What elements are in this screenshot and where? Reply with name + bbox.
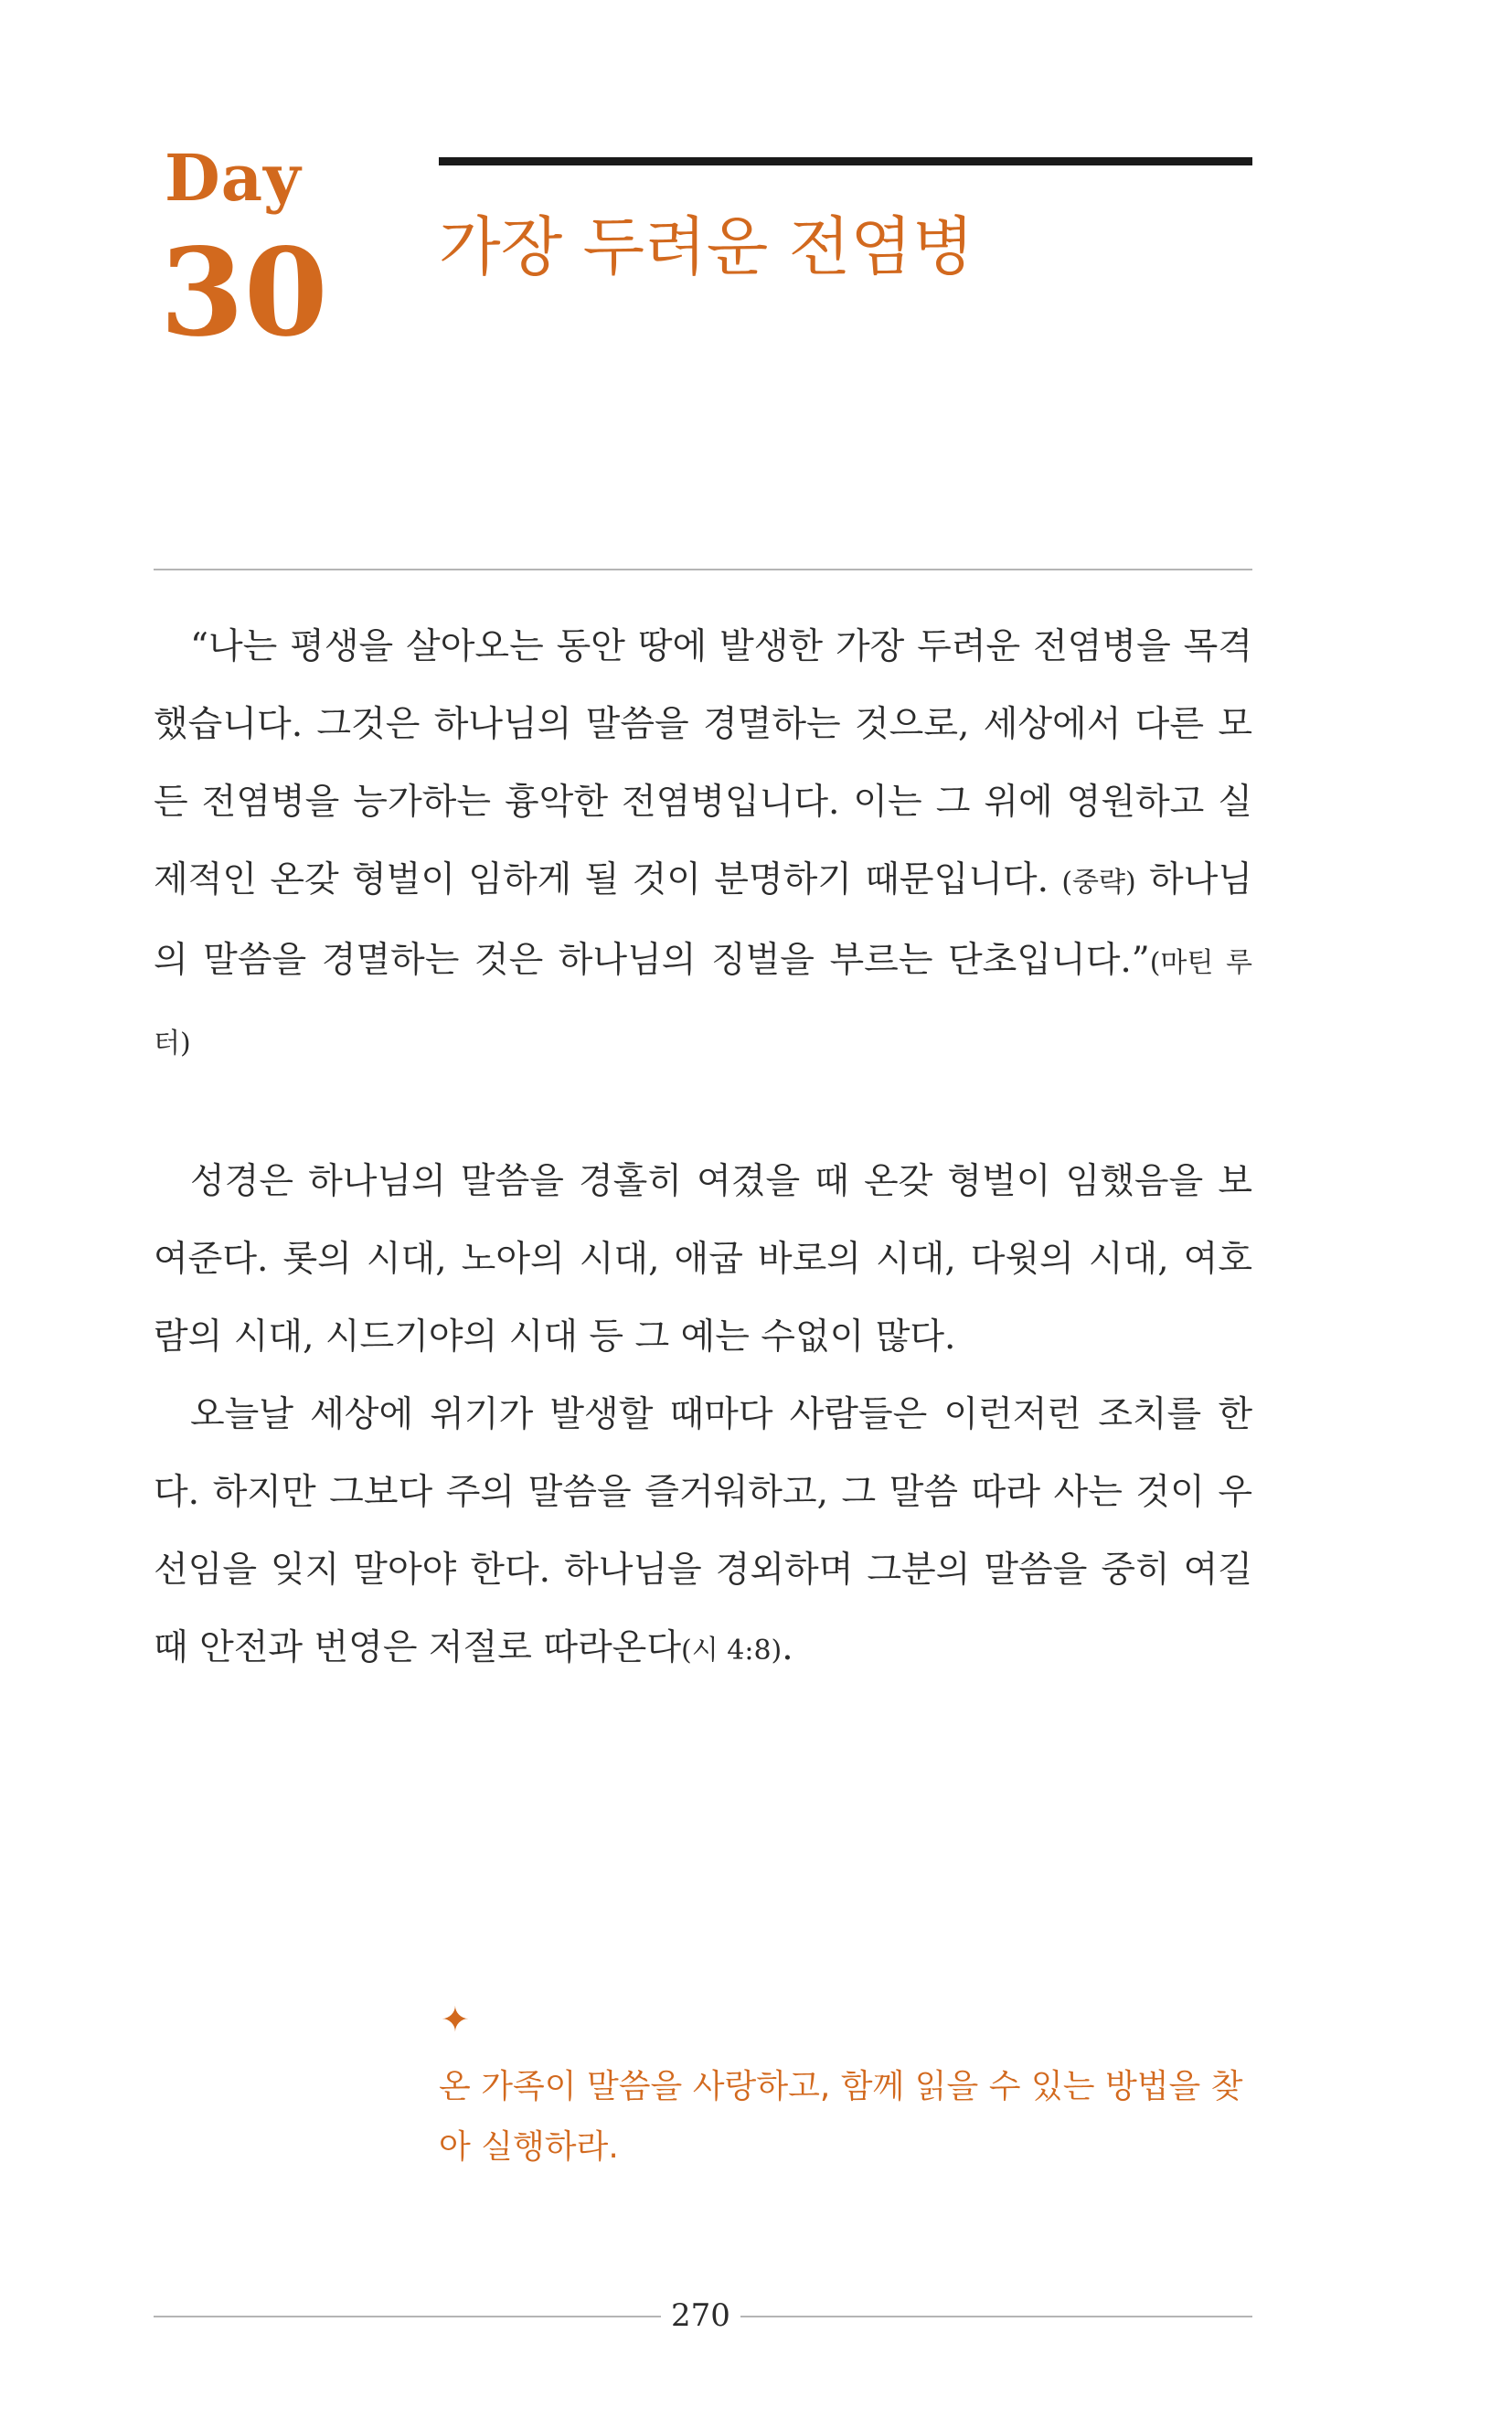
section-divider [154,569,1252,570]
quote-omission: (중략) [1061,867,1136,899]
quote-text-end: 하나님의 말씀을 경멸하는 것은 하나님의 징벌을 부르는 단초입니다.” [154,859,1253,981]
scripture-reference: (시 4:8) [681,1635,783,1667]
footer-rule-left [154,2316,661,2317]
day-label: Day [165,140,302,216]
chapter-title: 가장 두려운 전염병 [439,209,974,284]
quote-block [154,608,1252,1082]
title-rule [439,157,1252,165]
body-paragraph-2 [154,1376,1252,1689]
body-paragraph-2-text: 오늘날 세상에 위기가 발생할 때마다 사람들은 이런저런 조치를 한다. 하지만 그보다 주의 말씀을 즐거워하고, 그 말씀 따라 사는 것이 우선임을 잊지 말아야 한다. 하나님을 경외하며 그분의 말씀을 중히 여길 때 안전과 번영은 저절로 따라온다 [154,1394,1252,1668]
main-text-block [154,1143,1252,1689]
diamond-bullet-icon: ✦ [441,1999,470,2040]
action-text: 온 가족이 말씀을 사랑하고, 함께 읽을 수 있는 방법을 찾아 실행하라. [439,2068,1243,2166]
quote-text: “나는 평생을 살아오는 동안 땅에 발생한 가장 두려운 전염병을 목격했습니다. 그것은 하나님의 말씀을 경멸하는 것으로, 세상에서 다른 모든 전염병을 능가하는 흉악한 전염병입니다. 이는 그 위에 영원하고 실제적인 온갖 형벌이 임하게 될 것이 분명하기 때문입니다. [154,626,1252,900]
quote-attribution: (마틴 루터) [154,947,1252,1060]
page-number: 270 [671,2297,730,2334]
body-paragraph-1: 성경은 하나님의 말씀을 경홀히 여겼을 때 온갖 형벌이 임했음을 보여준다. 롯의 시대, 노아의 시대, 애굽 바로의 시대, 다윗의 시대, 여호람의 시대, 시드기야의 시대 등 그 예는 수없이 많다. [154,1161,1252,1358]
body-paragraph-2-end: . [782,1627,793,1668]
day-number: 30 [160,222,328,364]
footer-rule-right [740,2316,1252,2317]
quote-paragraph [154,608,1252,1082]
